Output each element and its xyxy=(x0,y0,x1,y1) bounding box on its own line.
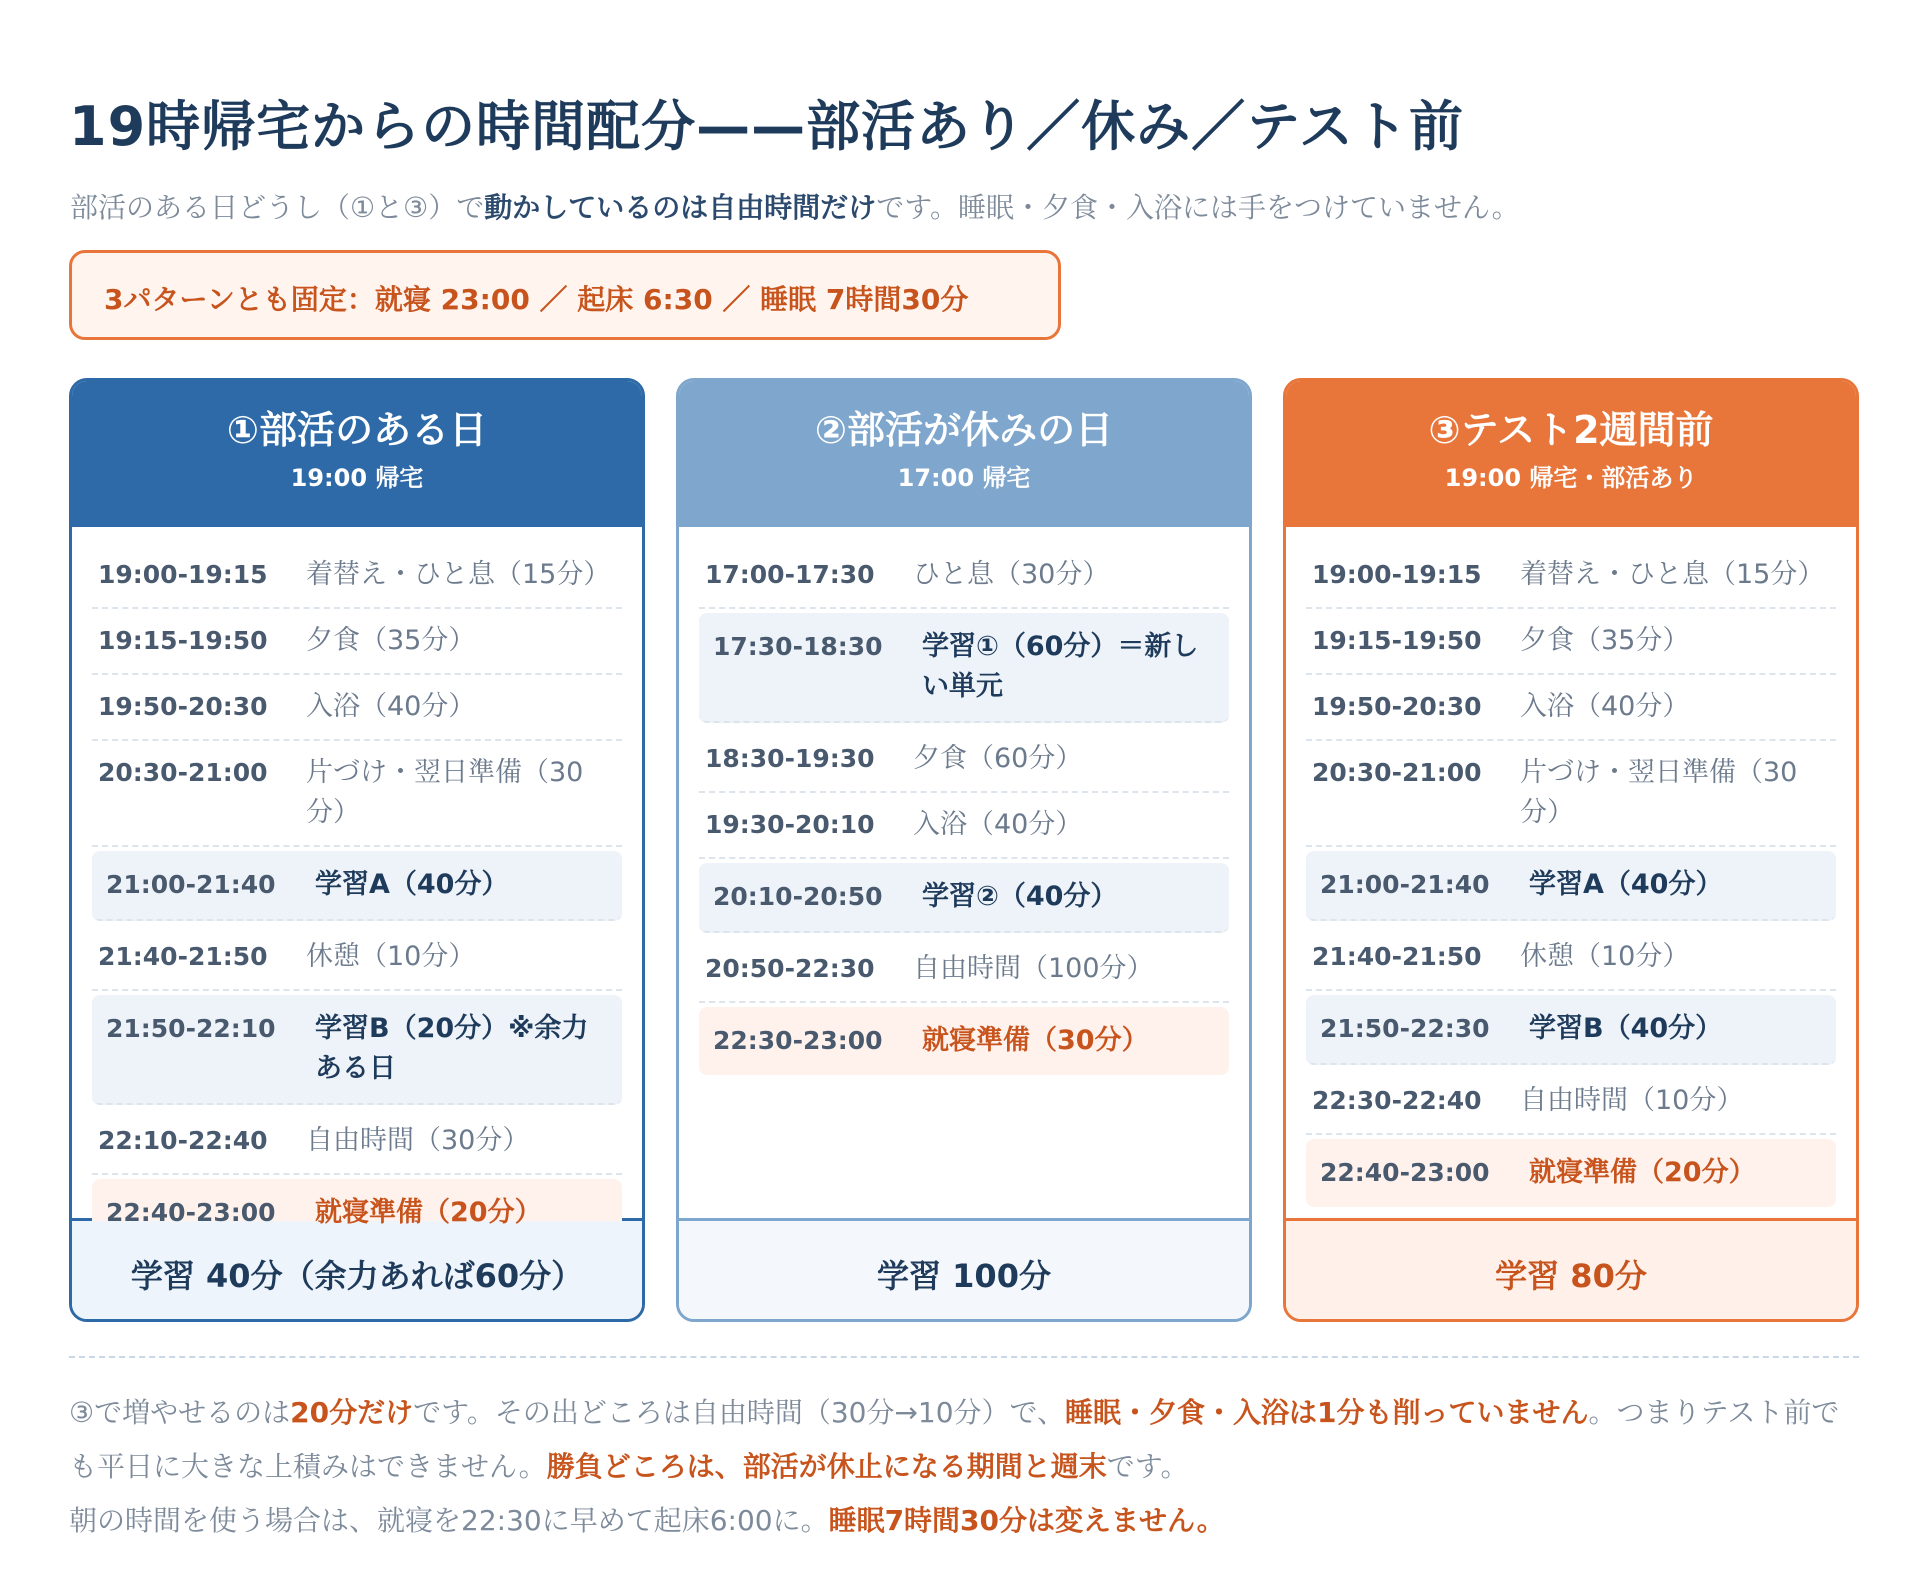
row-time: 21:40-21:50 xyxy=(1312,942,1482,971)
row-time: 22:30-23:00 xyxy=(713,1026,883,1055)
schedule-row xyxy=(92,1109,622,1175)
row-activity: 自由時間（100分） xyxy=(913,953,1154,984)
row-time: 19:00-19:15 xyxy=(1312,560,1482,589)
row-time: 18:30-19:30 xyxy=(705,744,875,773)
schedule-row xyxy=(92,925,622,991)
fixed-schedule-note: 3パターンとも固定：就寝 23:00 ／ 起床 6:30 ／ 睡眠 7時間30分 xyxy=(69,250,1061,340)
row-activity: 夕食（35分） xyxy=(306,625,476,656)
row-time: 20:30-21:00 xyxy=(98,758,268,787)
schedule-row xyxy=(699,727,1229,793)
row-activity: 片づけ・翌日準備（30分） xyxy=(306,757,584,828)
card-no-club-day xyxy=(676,378,1252,1322)
row-time: 21:00-21:40 xyxy=(1320,870,1490,899)
row-activity: 入浴（40分） xyxy=(913,809,1083,840)
schedule-row xyxy=(699,793,1229,859)
subtitle-emphasis: 動かしているのは自由時間だけ xyxy=(484,191,877,224)
note-text: ③で増やせるのは xyxy=(69,1396,291,1429)
row-activity: 就寝準備（20分） xyxy=(315,1197,542,1228)
row-activity: 入浴（40分） xyxy=(306,691,476,722)
row-time: 20:50-22:30 xyxy=(705,954,875,983)
row-time: 22:40-23:00 xyxy=(106,1198,276,1227)
row-activity: 夕食（60分） xyxy=(913,743,1083,774)
subtitle-text: 部活のある日どうし（①と③）で xyxy=(70,191,485,224)
row-activity: 夕食（35分） xyxy=(1520,625,1690,656)
page-subtitle xyxy=(70,186,1520,226)
row-time: 17:30-18:30 xyxy=(713,632,883,661)
note-emphasis: 勝負どころは、部活が休止になる期間と週末 xyxy=(546,1450,1107,1483)
note-text: です。 xyxy=(1106,1450,1189,1483)
schedule-row xyxy=(1306,1069,1836,1135)
card-header xyxy=(679,381,1249,527)
row-activity: 着替え・ひと息（15分） xyxy=(1520,559,1825,590)
study-total: 学習 80分 xyxy=(1286,1221,1856,1319)
schedule-list xyxy=(1286,527,1856,1221)
row-time: 19:50-20:30 xyxy=(1312,692,1482,721)
card-header xyxy=(1286,381,1856,527)
card-subtitle: 19:00 帰宅・部活あり xyxy=(1444,464,1698,492)
schedule-row xyxy=(699,937,1229,1003)
row-activity: 就寝準備（30分） xyxy=(922,1025,1149,1056)
summary-notes xyxy=(69,1386,1859,1548)
row-time: 21:50-22:30 xyxy=(1320,1014,1490,1043)
row-time: 19:00-19:15 xyxy=(98,560,268,589)
row-time: 19:30-20:10 xyxy=(705,810,875,839)
schedule-list xyxy=(679,527,1249,1221)
row-activity: 入浴（40分） xyxy=(1520,691,1690,722)
note-emphasis: 睡眠・夕食・入浴は1分も削っていません xyxy=(1065,1396,1589,1429)
note-emphasis: 20分だけ xyxy=(290,1396,414,1429)
schedule-row xyxy=(1306,609,1836,675)
schedule-row-study xyxy=(92,851,622,921)
row-activity: 学習②（40分） xyxy=(922,881,1118,912)
card-title: ②部活が休みの日 xyxy=(814,408,1114,452)
schedule-row-bedtime xyxy=(699,1007,1229,1075)
row-activity: 自由時間（30分） xyxy=(306,1125,530,1156)
row-activity: 片づけ・翌日準備（30分） xyxy=(1520,757,1798,828)
row-activity: 学習B（20分）※余力ある日 xyxy=(315,1013,589,1084)
row-time: 21:40-21:50 xyxy=(98,942,268,971)
schedule-row xyxy=(92,675,622,741)
schedule-row xyxy=(1306,741,1836,847)
row-time: 22:10-22:40 xyxy=(98,1126,268,1155)
row-activity: 自由時間（10分） xyxy=(1520,1085,1744,1116)
schedule-row-study xyxy=(1306,851,1836,921)
card-subtitle: 17:00 帰宅 xyxy=(897,464,1031,492)
study-total: 学習 40分（余力あれば60分） xyxy=(72,1221,642,1319)
row-activity: ひと息（30分） xyxy=(913,559,1110,590)
schedule-row xyxy=(1306,675,1836,741)
card-pre-test xyxy=(1283,378,1859,1322)
note-emphasis: 睡眠7時間30分は変えません。 xyxy=(828,1504,1225,1537)
schedule-row-study xyxy=(1306,995,1836,1065)
row-activity: 休憩（10分） xyxy=(1520,941,1690,972)
schedule-row xyxy=(92,543,622,609)
note-text: 。つまりテスト前でも平日に大きな上積みはできません。 xyxy=(69,1396,1840,1483)
card-club-day xyxy=(69,378,645,1322)
row-activity: 着替え・ひと息（15分） xyxy=(306,559,611,590)
row-time: 21:50-22:10 xyxy=(106,1014,276,1043)
row-activity: 学習B（40分） xyxy=(1529,1013,1723,1044)
row-activity: 学習①（60分）＝新しい単元 xyxy=(922,631,1199,702)
study-total: 学習 100分 xyxy=(679,1221,1249,1319)
schedule-row xyxy=(1306,543,1836,609)
schedule-row xyxy=(92,609,622,675)
row-activity: 学習A（40分） xyxy=(315,869,509,900)
schedule-list xyxy=(72,527,642,1228)
note-text: です。その出どころは自由時間（30分→10分）で、 xyxy=(413,1396,1065,1429)
schedule-row xyxy=(699,543,1229,609)
row-activity: 学習A（40分） xyxy=(1529,869,1723,900)
note-text: 朝の時間を使う場合は、就寝を22:30に早めて起床6:00に。 xyxy=(69,1504,829,1537)
subtitle-text-end: です。睡眠・夕食・入浴には手をつけていません。 xyxy=(876,191,1520,224)
schedule-row xyxy=(1306,925,1836,991)
row-time: 21:00-21:40 xyxy=(106,870,276,899)
row-time: 20:10-20:50 xyxy=(713,882,883,911)
row-time: 19:15-19:50 xyxy=(1312,626,1482,655)
row-time: 19:15-19:50 xyxy=(98,626,268,655)
row-activity: 休憩（10分） xyxy=(306,941,476,972)
page-title: 19時帰宅からの時間配分——部活あり／休み／テスト前 xyxy=(69,95,1464,158)
row-time: 19:50-20:30 xyxy=(98,692,268,721)
row-activity: 就寝準備（20分） xyxy=(1529,1157,1756,1188)
schedule-row-study xyxy=(699,863,1229,933)
row-time: 22:30-22:40 xyxy=(1312,1086,1482,1115)
section-divider xyxy=(69,1356,1859,1358)
card-header xyxy=(72,381,642,527)
schedule-row xyxy=(92,741,622,847)
card-title: ①部活のある日 xyxy=(226,408,488,452)
card-title: ③テスト2週間前 xyxy=(1428,408,1714,452)
schedule-row-study xyxy=(699,613,1229,723)
schedule-row-study xyxy=(92,995,622,1105)
schedule-row-bedtime xyxy=(1306,1139,1836,1207)
row-time: 22:40-23:00 xyxy=(1320,1158,1490,1187)
card-subtitle: 19:00 帰宅 xyxy=(290,464,424,492)
row-time: 17:00-17:30 xyxy=(705,560,875,589)
row-time: 20:30-21:00 xyxy=(1312,758,1482,787)
